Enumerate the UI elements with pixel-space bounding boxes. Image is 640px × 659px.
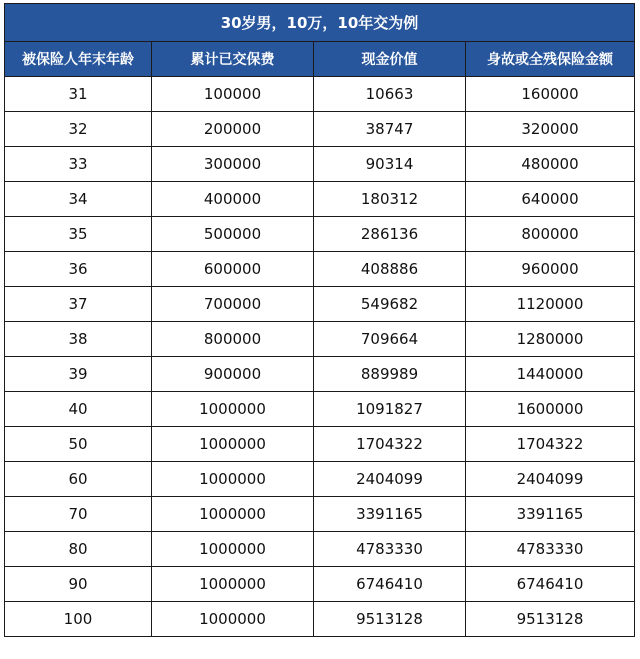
table-body — [5, 77, 635, 637]
cell-death-benefit: 1440000 — [466, 357, 635, 392]
table-row — [5, 322, 635, 357]
cell-death-benefit: 1704322 — [466, 427, 635, 462]
cell-age: 37 — [5, 287, 152, 322]
cell-age: 50 — [5, 427, 152, 462]
cell-cash-value: 6746410 — [314, 567, 466, 602]
cell-cash-value: 9513128 — [314, 602, 466, 637]
cell-age: 39 — [5, 357, 152, 392]
cell-age: 80 — [5, 532, 152, 567]
cell-age: 35 — [5, 217, 152, 252]
cell-premium-paid: 900000 — [152, 357, 314, 392]
table-header-row — [5, 42, 635, 77]
cell-age: 34 — [5, 182, 152, 217]
cell-cash-value: 90314 — [314, 147, 466, 182]
cell-cash-value: 38747 — [314, 112, 466, 147]
cell-age: 31 — [5, 77, 152, 112]
header-cash-value: 现金价值 — [314, 42, 466, 77]
cell-age: 40 — [5, 392, 152, 427]
cell-death-benefit: 960000 — [466, 252, 635, 287]
insurance-benefit-table — [4, 3, 635, 637]
table-row — [5, 182, 635, 217]
cell-cash-value: 1091827 — [314, 392, 466, 427]
table-row — [5, 392, 635, 427]
cell-death-benefit: 800000 — [466, 217, 635, 252]
cell-cash-value: 4783330 — [314, 532, 466, 567]
cell-premium-paid: 1000000 — [152, 392, 314, 427]
cell-death-benefit: 480000 — [466, 147, 635, 182]
table-row — [5, 497, 635, 532]
table-row — [5, 77, 635, 112]
insurance-table-container — [4, 3, 634, 637]
cell-death-benefit: 2404099 — [466, 462, 635, 497]
header-death-benefit: 身故或全残保险金额 — [466, 42, 635, 77]
header-age: 被保险人年末年龄 — [5, 42, 152, 77]
cell-death-benefit: 9513128 — [466, 602, 635, 637]
cell-death-benefit: 1280000 — [466, 322, 635, 357]
cell-death-benefit: 1600000 — [466, 392, 635, 427]
table-row — [5, 287, 635, 322]
cell-death-benefit: 640000 — [466, 182, 635, 217]
cell-age: 90 — [5, 567, 152, 602]
cell-cash-value: 889989 — [314, 357, 466, 392]
cell-premium-paid: 1000000 — [152, 427, 314, 462]
cell-premium-paid: 1000000 — [152, 567, 314, 602]
cell-death-benefit: 4783330 — [466, 532, 635, 567]
cell-cash-value: 709664 — [314, 322, 466, 357]
table-row — [5, 602, 635, 637]
cell-premium-paid: 1000000 — [152, 462, 314, 497]
cell-premium-paid: 800000 — [152, 322, 314, 357]
table-row — [5, 532, 635, 567]
cell-age: 32 — [5, 112, 152, 147]
cell-death-benefit: 160000 — [466, 77, 635, 112]
table-row — [5, 217, 635, 252]
table-row — [5, 147, 635, 182]
cell-premium-paid: 300000 — [152, 147, 314, 182]
table-row — [5, 462, 635, 497]
cell-death-benefit: 3391165 — [466, 497, 635, 532]
cell-premium-paid: 700000 — [152, 287, 314, 322]
cell-premium-paid: 500000 — [152, 217, 314, 252]
cell-premium-paid: 1000000 — [152, 497, 314, 532]
table-row — [5, 112, 635, 147]
cell-cash-value: 3391165 — [314, 497, 466, 532]
cell-premium-paid: 1000000 — [152, 602, 314, 637]
cell-death-benefit: 6746410 — [466, 567, 635, 602]
table-row — [5, 567, 635, 602]
cell-age: 70 — [5, 497, 152, 532]
cell-cash-value: 180312 — [314, 182, 466, 217]
header-premium-paid: 累计已交保费 — [152, 42, 314, 77]
cell-cash-value: 10663 — [314, 77, 466, 112]
cell-cash-value: 549682 — [314, 287, 466, 322]
cell-premium-paid: 100000 — [152, 77, 314, 112]
cell-premium-paid: 400000 — [152, 182, 314, 217]
table-row — [5, 357, 635, 392]
cell-cash-value: 286136 — [314, 217, 466, 252]
table-title: 30岁男，10万，10年交为例 — [5, 4, 635, 42]
table-title-row — [5, 4, 635, 42]
cell-death-benefit: 1120000 — [466, 287, 635, 322]
cell-cash-value: 2404099 — [314, 462, 466, 497]
cell-cash-value: 408886 — [314, 252, 466, 287]
cell-age: 100 — [5, 602, 152, 637]
table-row — [5, 427, 635, 462]
table-row — [5, 252, 635, 287]
cell-premium-paid: 600000 — [152, 252, 314, 287]
cell-age: 36 — [5, 252, 152, 287]
cell-age: 60 — [5, 462, 152, 497]
cell-age: 38 — [5, 322, 152, 357]
cell-death-benefit: 320000 — [466, 112, 635, 147]
cell-age: 33 — [5, 147, 152, 182]
cell-cash-value: 1704322 — [314, 427, 466, 462]
cell-premium-paid: 200000 — [152, 112, 314, 147]
cell-premium-paid: 1000000 — [152, 532, 314, 567]
